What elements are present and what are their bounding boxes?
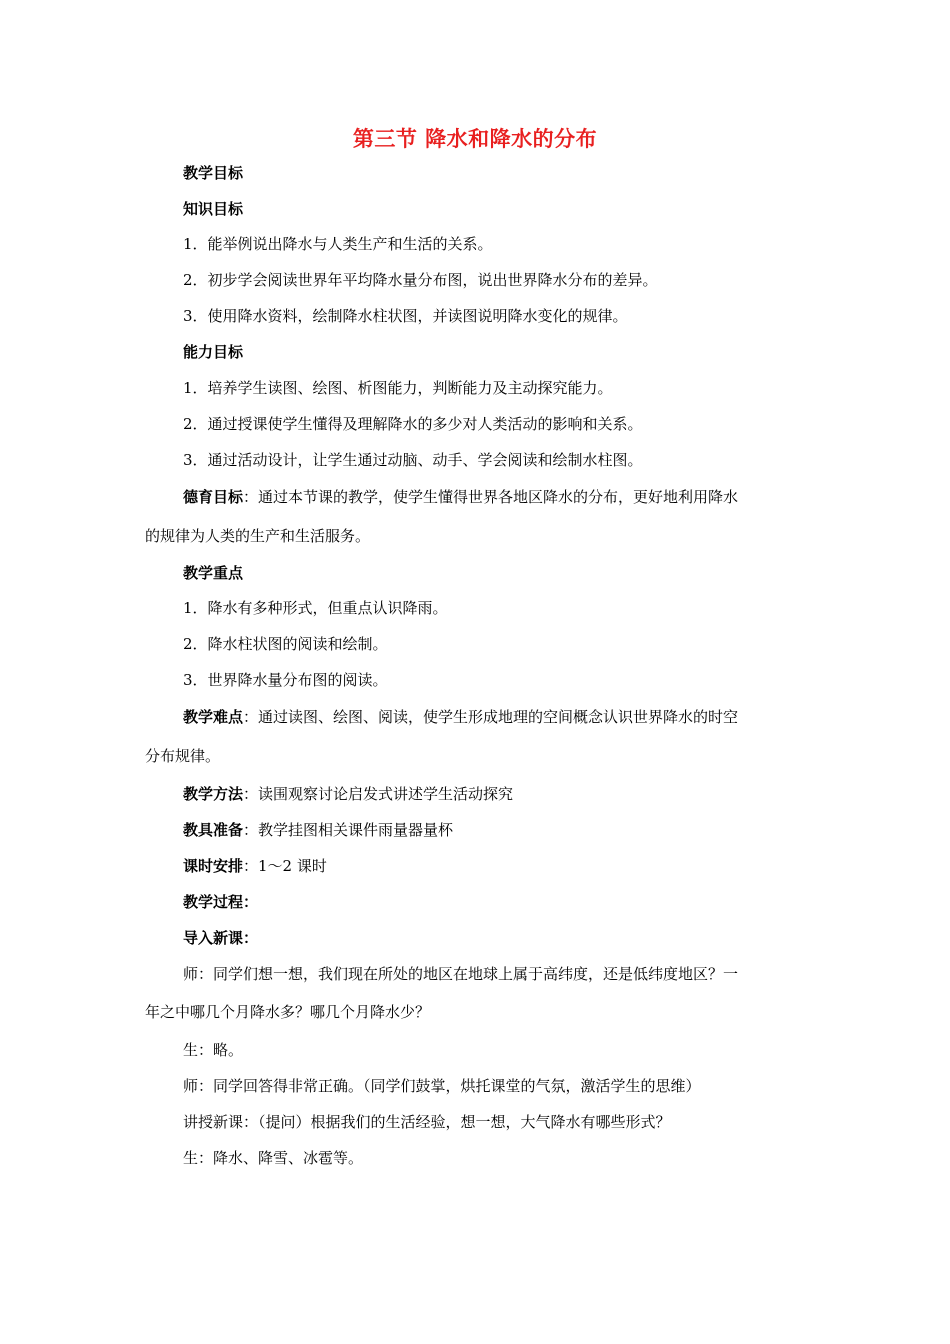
method-text: ：读围观察讨论启发式讲述学生活动探究: [243, 785, 514, 803]
knowledge-goals-heading: 知识目标: [183, 200, 244, 218]
difficulty-paragraph: [183, 707, 738, 727]
ability-goal-item: 3．通过活动设计，让学生通过动脑、动手、学会阅读和绘制水柱图。: [183, 451, 643, 469]
method-label: 教学方法: [183, 785, 244, 803]
process-heading: 教学过程：: [183, 893, 259, 911]
schedule-text: ：1～2 课时: [243, 857, 327, 875]
page-title: 第三节 降水和降水的分布: [352, 126, 598, 151]
knowledge-goal-item: 1．能举例说出降水与人类生产和生活的关系。: [183, 235, 493, 253]
difficulty-continuation: 分布规律。: [145, 747, 221, 765]
tools-line: [183, 820, 453, 840]
knowledge-goal-item: 2．初步学会阅读世界年平均降水量分布图，说出世界降水分布的差异。: [183, 271, 658, 289]
student-answer: 生：略。: [183, 1041, 244, 1059]
schedule-line: [183, 856, 327, 876]
teacher-question-continuation: 年之中哪几个月降水多？哪几个月降水少？: [145, 1003, 431, 1021]
ability-goals-heading: 能力目标: [183, 343, 244, 361]
new-lesson-line: 讲授新课：（提问）根据我们的生活经验，想一想，大气降水有哪些形式？: [183, 1113, 671, 1131]
intro-heading: 导入新课：: [183, 929, 259, 947]
schedule-label: 课时安排: [183, 857, 244, 875]
teacher-response: 师：同学回答得非常正确。（同学们鼓掌，烘托课堂的气氛，激活学生的思维）: [183, 1077, 701, 1095]
moral-goal-text: ：通过本节课的教学，使学生懂得世界各地区降水的分布，更好地利用降水: [243, 488, 739, 506]
moral-goal-label: 德育目标: [183, 488, 244, 506]
key-point-item: 3．世界降水量分布图的阅读。: [183, 671, 388, 689]
moral-goal-paragraph: [183, 487, 738, 507]
teaching-goals-heading: 教学目标: [183, 164, 244, 182]
key-point-item: 2．降水柱状图的阅读和绘制。: [183, 635, 388, 653]
difficulty-label: 教学难点: [183, 708, 244, 726]
ability-goal-item: 2．通过授课使学生懂得及理解降水的多少对人类活动的影响和关系。: [183, 415, 643, 433]
key-points-heading: 教学重点: [183, 564, 244, 582]
difficulty-text: ：通过读图、绘图、阅读，使学生形成地理的空间概念认识世界降水的时空: [243, 708, 739, 726]
tools-text: ：教学挂图相关课件雨量器量杯: [243, 821, 454, 839]
knowledge-goal-item: 3．使用降水资料，绘制降水柱状图，并读图说明降水变化的规律。: [183, 307, 628, 325]
method-line: [183, 784, 513, 804]
student-answer: 生：降水、降雪、冰雹等。: [183, 1149, 364, 1167]
key-point-item: 1．降水有多种形式，但重点认识降雨。: [183, 599, 448, 617]
moral-goal-continuation: 的规律为人类的生产和生活服务。: [145, 527, 371, 545]
ability-goal-item: 1．培养学生读图、绘图、析图能力，判断能力及主动探究能力。: [183, 379, 613, 397]
tools-label: 教具准备: [183, 821, 244, 839]
teacher-question-line: 师：同学们想一想，我们现在所处的地区在地球上属于高纬度，还是低纬度地区？一: [183, 965, 739, 983]
